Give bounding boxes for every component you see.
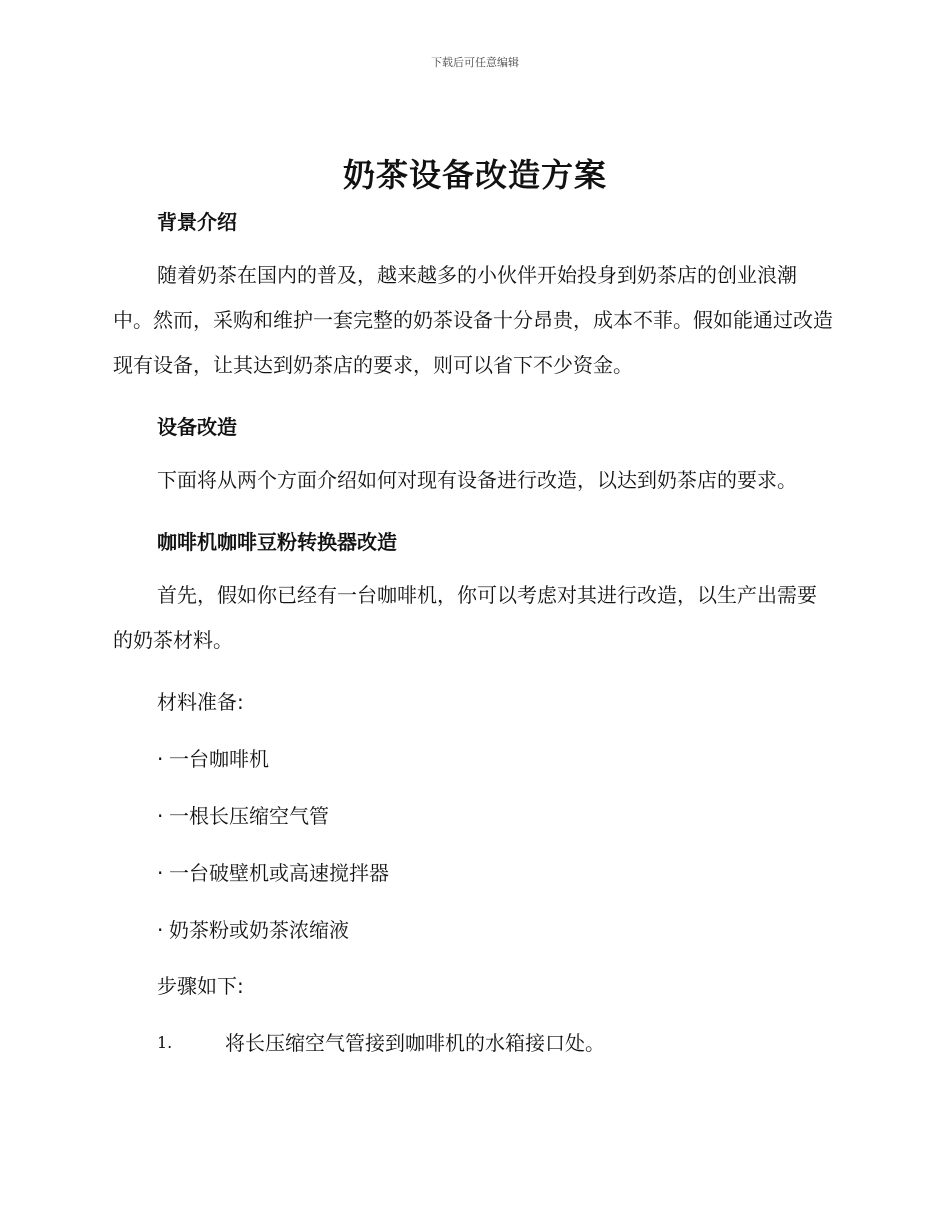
section-heading-background: 背景介绍 [157, 210, 237, 234]
bullet-dot-icon: · [157, 804, 164, 828]
document-body [113, 205, 833, 1060]
list-item-text: 一台咖啡机 [169, 747, 269, 771]
bullet-dot-icon: · [157, 918, 164, 942]
list-item [113, 913, 833, 947]
paragraph-modification: 下面将从两个方面介绍如何对现有设备进行改造，以达到奶茶店的要求。 [157, 468, 797, 492]
header-note: 下载后可任意编辑 [431, 56, 519, 69]
materials-list [113, 742, 833, 947]
section-heading-modification: 设备改造 [157, 415, 237, 439]
section-heading-coffee-converter: 咖啡机咖啡豆粉转换器改造 [157, 530, 397, 554]
list-item-text: 一台破壁机或高速搅拌器 [169, 861, 389, 885]
step-text: 将长压缩空气管接到咖啡机的水箱接口处。 [225, 1031, 605, 1055]
paragraph-coffee-converter: 首先，假如你已经有一台咖啡机，你可以考虑对其进行改造，以生产出需要的奶茶材料。 [113, 583, 817, 652]
steps-label: 步骤如下: [157, 974, 244, 998]
steps-list [113, 1026, 833, 1060]
bullet-dot-icon: · [157, 747, 164, 771]
materials-label: 材料准备: [157, 690, 244, 714]
step-number: 1. [157, 1033, 173, 1052]
bullet-dot-icon: · [157, 861, 164, 885]
document-title: 奶茶设备改造方案 [342, 156, 607, 194]
step-item [113, 1026, 833, 1060]
list-item [113, 799, 833, 833]
list-item-text: 一根长压缩空气管 [169, 804, 329, 828]
list-item [113, 856, 833, 890]
paragraph-background: 随着奶茶在国内的普及，越来越多的小伙伴开始投身到奶茶店的创业浪潮中。然而，采购和维护一套完整的奶茶设备十分昂贵，成本不菲。假如能通过改造现有设备，让其达到奶茶店的要求，则可以省下不少资金。 [113, 263, 833, 377]
list-item-text: 奶茶粉或奶茶浓缩液 [169, 918, 349, 942]
list-item [113, 742, 833, 776]
